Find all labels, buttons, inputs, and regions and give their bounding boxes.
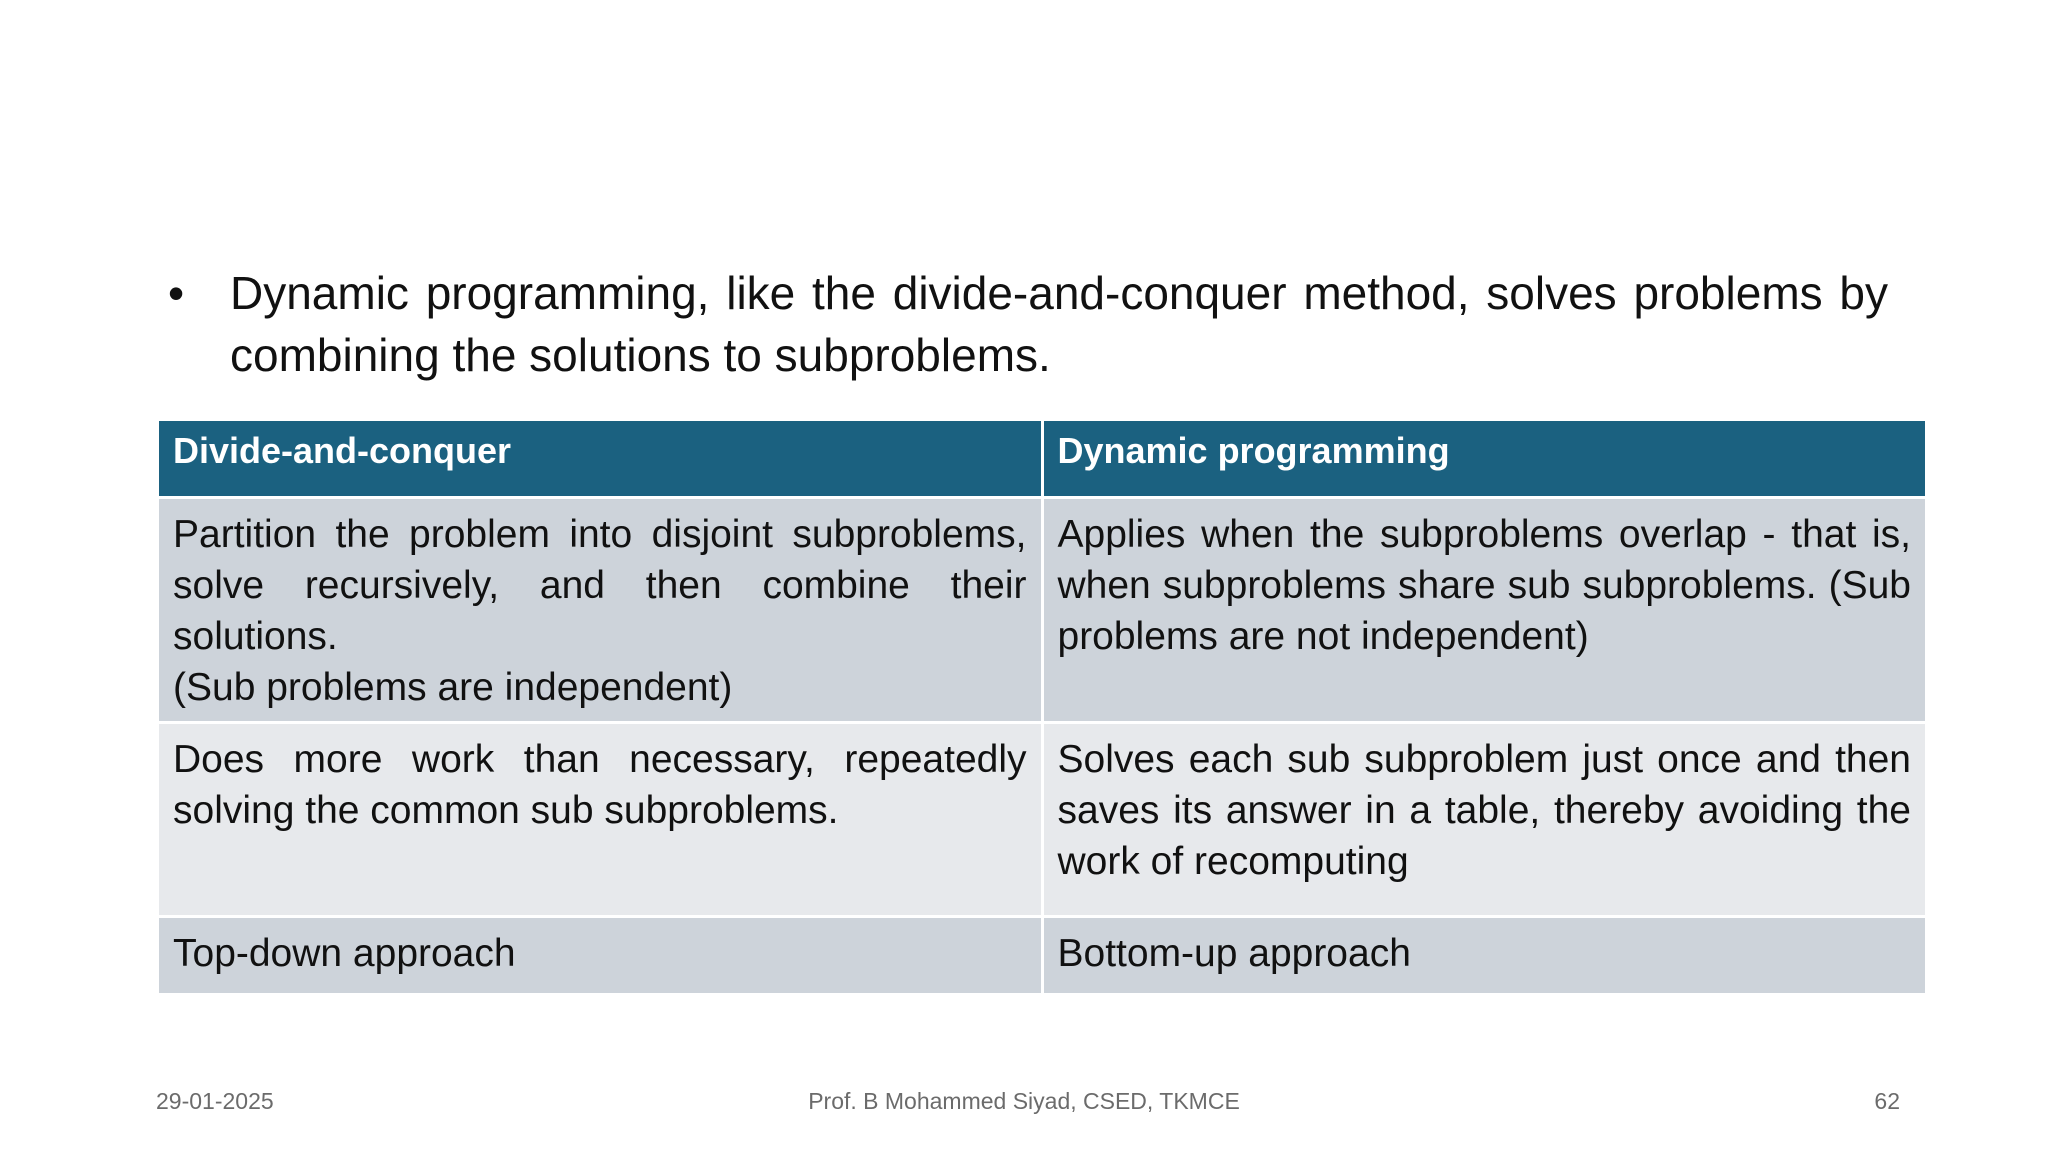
bullet-point [168, 262, 1888, 386]
bullet-text: Dynamic programming, like the divide-and-conquer method, solves problems by combining the solutions to subproblems. [230, 267, 1888, 381]
cell-text: Partition the problem into disjoint subproblems, solve recursively, and then combine their solutions. [173, 513, 1027, 658]
footer-author: Prof. B Mohammed Siyad, CSED, TKMCE [808, 1088, 1240, 1114]
table-cell-right [1042, 917, 1927, 995]
table-row [158, 498, 1927, 723]
header-divide-and-conquer: Divide-and-conquer [158, 420, 1043, 498]
table-row [158, 723, 1927, 917]
comparison-table [156, 418, 1928, 996]
cell-text: Applies when the subproblems overlap - that is, when subproblems share sub subproblems. (Sub problems are not independent) [1057, 513, 1911, 658]
cell-text: Top-down approach [173, 932, 516, 975]
table-cell-left [158, 498, 1043, 723]
footer-date: 29-01-2025 [156, 1088, 274, 1114]
table-cell-right [1042, 498, 1927, 723]
footer-page-number: 62 [1874, 1088, 1900, 1114]
table-cell-left [158, 723, 1043, 917]
table-cell-left [158, 917, 1043, 995]
header-dynamic-programming: Dynamic programming [1042, 420, 1927, 498]
table-row [158, 917, 1927, 995]
cell-text: (Sub problems are independent) [173, 666, 733, 709]
cell-text: Solves each sub subproblem just once and then saves its answer in a table, thereby avoiding the work of recomputing [1057, 738, 1911, 883]
cell-text: Does more work than necessary, repeatedly solving the common sub subproblems. [173, 738, 1027, 832]
table-header-row [158, 420, 1927, 498]
bullet-symbol: • [168, 267, 185, 319]
cell-text: Bottom-up approach [1057, 932, 1411, 975]
table-cell-right [1042, 723, 1927, 917]
